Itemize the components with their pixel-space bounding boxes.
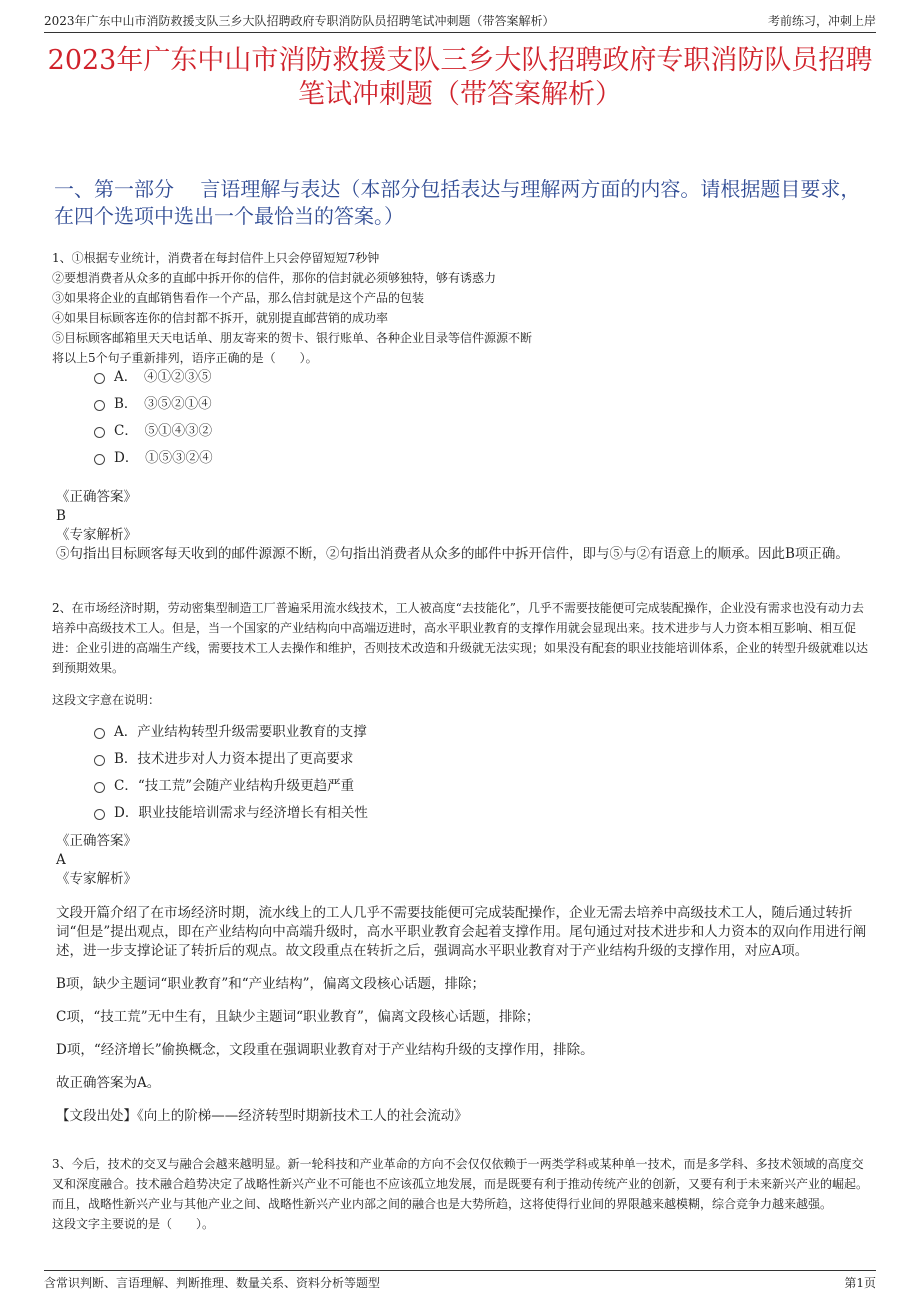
radio-icon[interactable] [94, 373, 105, 384]
radio-icon[interactable] [94, 454, 105, 465]
question-2-option-b[interactable] [92, 746, 368, 773]
analysis-paragraph: C项，“技工荒”无中生有，且缺少主题词“职业教育”，偏离文段核心话题，排除； [56, 1009, 540, 1025]
page-footer [44, 1270, 876, 1291]
question-3-prompt: 这段文字主要说的是（ ）。 [52, 1217, 215, 1231]
option-label: B．技术进步对人力资本提出了更高要求 [114, 751, 354, 767]
question-1-line: 1、①根据专业统计，消费者在每封信件上只会停留短短7秒钟 [52, 251, 380, 265]
question-2-option-a[interactable] [92, 719, 368, 746]
question-1-option-a[interactable] [92, 364, 213, 391]
question-3-stem [52, 1154, 870, 1234]
question-1-stem [52, 248, 870, 368]
radio-icon[interactable] [94, 782, 105, 793]
option-label: C． ⑤①④③② [114, 423, 213, 439]
question-1-options [92, 364, 213, 472]
radio-icon[interactable] [94, 427, 105, 438]
answer-label: 《正确答案》 [56, 833, 137, 849]
question-1-line: 将以上5个句子重新排列，语序正确的是（ ）。 [52, 351, 318, 365]
question-1-line: ③如果将企业的直邮销售看作一个产品，那么信封就是这个产品的包装 [52, 291, 425, 305]
analysis-label: 《专家解析》 [56, 871, 137, 887]
analysis-text: ⑤句指出目标顾客每天收到的邮件源源不断，②句指出消费者从众多的邮件中拆开信件，即与⑤与②有语意上的顺承。因此B项正确。 [56, 546, 849, 562]
question-1-answer-block [56, 488, 870, 564]
option-label: A． ④①②③⑤ [114, 369, 212, 385]
radio-icon[interactable] [94, 809, 105, 820]
option-label: A．产业结构转型升级需要职业教育的支撑 [114, 724, 367, 740]
answer-label: 《正确答案》 [56, 489, 137, 505]
analysis-paragraph: 故正确答案为A。 [56, 1075, 161, 1091]
option-label: D．职业技能培训需求与经济增长有相关性 [114, 805, 368, 821]
question-3-text: 3、今后，技术的交叉与融合会越来越明显。新一轮科技和产业革命的方向不会仅仅依赖于一两类学科或某种单一技术，而是多学科、多技术领域的高度交叉和深度融合。技术融合趋势决定了战略性新兴产业不可能也不应该孤立地发展，而是既要有利于推动传统产业的创新，又要有利于未来新兴产业的崛起。而且，战略性新兴产业与其他产业之间、战略性新兴产业内部之间的融合也是大势所趋，这将使得行业间的界限越来越模糊，综合竞争力越来越强。 [52, 1157, 869, 1211]
analysis-paragraph: 文段开篇介绍了在市场经济时期，流水线上的工人几乎不需要技能便可完成装配操作，企业无需去培养中高级技术工人，随后通过转折词“但是”提出观点，即在产业结构向中高端升级时，高水平职业教育会起着支撑作用。尾句通过对技术进步和人力资本的双向作用进行阐述，进一步支撑论证了转折后的观点。故文段重点在转折之后，强调高水平职业教育对于产业结构升级的支撑作用，对应A项。 [56, 905, 867, 959]
question-2-option-c[interactable] [92, 773, 368, 800]
question-2-text: 2、在市场经济时期，劳动密集型制造工厂普遍采用流水线技术，工人被高度“去技能化”，几乎不需要技能便可完成装配操作，企业没有需求也没有动力去培养中高级技术工人。但是，当一个国家的产业结构向中高端迈进时，高水平职业教育的支撑作用就会显现出来。技术进步与人力资本相互影响、相互促进：企业引进的高端生产线，需要技术工人去操作和维护，否则技术改造和升级就无法实现；如果没有配套的职业技能培训体系，企业的转型升级就难以达到预期效果。 [52, 601, 869, 675]
question-2-options [92, 719, 368, 827]
footer-note: 含常识判断、言语理解、判断推理、数量关系、资料分析等题型 [44, 1276, 381, 1290]
page-header [44, 10, 876, 33]
radio-icon[interactable] [94, 755, 105, 766]
question-2-answer-block [56, 832, 870, 889]
option-label: B． ③⑤②①④ [114, 396, 212, 412]
radio-icon[interactable] [94, 400, 105, 411]
question-2-prompt: 这段文字意在说明： [52, 693, 161, 707]
analysis-paragraph: D项，“经济增长”偷换概念，文段重在强调职业教育对于产业结构升级的支撑作用，排除。 [56, 1042, 594, 1058]
option-label: D． ①⑤③②④ [114, 450, 213, 466]
question-1-option-c[interactable] [92, 418, 213, 445]
document-title: 2023年广东中山市消防救援支队三乡大队招聘政府专职消防队员招聘笔试冲刺题（带答案解析） [47, 45, 873, 110]
answer-value: B [56, 508, 66, 524]
question-1-option-b[interactable] [92, 391, 213, 418]
radio-icon[interactable] [94, 728, 105, 739]
question-1-line: ⑤目标顾客邮箱里天天电话单、朋友寄来的贺卡、银行账单、各种企业目录等信件源源不断 [52, 331, 533, 345]
header-doc-title: 2023年广东中山市消防救援支队三乡大队招聘政府专职消防队员招聘笔试冲刺题（带答案解析） [44, 14, 555, 28]
page-number: 第1页 [844, 1276, 876, 1290]
section-title: 一、第一部分 言语理解与表达（本部分包括表达与理解两方面的内容。请根据题目要求，在四个选项中选出一个最恰当的答案。） [54, 177, 861, 228]
question-2-option-d[interactable] [92, 800, 368, 827]
question-1-option-d[interactable] [92, 445, 213, 472]
answer-value: A [56, 852, 66, 868]
source-citation: 【文段出处】《向上的阶梯——经济转型时期新技术工人的社会流动》 [56, 1108, 468, 1124]
question-2-analysis [56, 904, 870, 1126]
question-1-line: ④如果目标顾客连你的信封都不拆开，就别提直邮营销的成功率 [52, 311, 389, 325]
question-2-stem [52, 598, 870, 710]
analysis-label: 《专家解析》 [56, 527, 137, 543]
header-slogan: 考前练习，冲刺上岸 [767, 14, 876, 28]
question-1-line: ②要想消费者从众多的直邮中拆开你的信件，那你的信封就必须够独特，够有诱惑力 [52, 271, 497, 285]
option-label: C．“技工荒”会随产业结构升级更趋严重 [114, 778, 355, 794]
analysis-paragraph: B项，缺少主题词“职业教育”和“产业结构”，偏离文段核心话题，排除； [56, 976, 486, 992]
